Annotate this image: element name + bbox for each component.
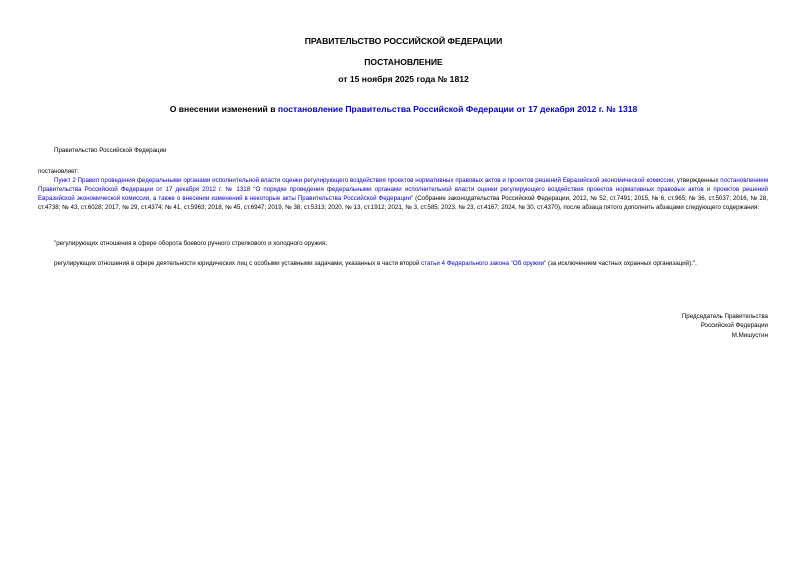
decrees-line: постановляет: (38, 168, 79, 175)
title-link[interactable]: постановление Правительства Российской Федерации от 17 декабря 2012 г. № 1318 (277, 104, 638, 114)
paragraph-text: , утвержденных (673, 177, 721, 184)
paragraph-weapons: "регулирующих отношения в сфере оборота боевого ручного стрелкового и холодного оружия; (54, 240, 327, 247)
signatory-position-line1: Председатель Правительства (681, 313, 768, 320)
signatory-position-line2: Российской Федерации (700, 322, 768, 330)
government-line: Правительство Российской Федерации (54, 147, 167, 154)
document-type: ПОСТАНОВЛЕНИЕ (364, 57, 443, 67)
resolution-link[interactable]: постановлением Правительства Российской Федерации от 17 декабря 2012 г. № 1318 "О порядке проведения федеральными органами исполнительной власти оценки регулирующего воздействия проектов нормативных правовых актов и проектов решений Евразийской экономической комиссии, а также о внесении изменений в некоторые акты Правительства Российской Федерации" (38, 177, 768, 202)
paragraph-text: (Собрание законодательства Российской Федерации, 2012, № 52, ст.7491; 2015, № 6, ст.965; № 36, ст.5037; 2016, № 28, ст.4738; № 43, ст.6028; 2017, № 29, ст.4374; № 41, ст.5963; 2018, № 45, ст.6947; 2019, № 38, ст.5313; 2020, № 13, ст.1912; 2021, № 3, ст.585; 2023, № 23, ст.4167; 2024, № 30, ст.4370), после абзаца пятого дополнить абзацами следующего содержания: (38, 194, 768, 211)
document-date-number: от 15 ноября 2025 года № 1812 (338, 74, 469, 84)
weapons-law-link[interactable]: статьи 4 Федерального закона "Об оружии" (421, 260, 547, 267)
rules-link[interactable]: Пункт 2 Правил проведения федеральными органами исполнительной власти оценки регулирующего воздействия проектов нормативных правовых актов и проектов решений Евразийской экономической комиссии (54, 177, 674, 184)
signature-block (682, 312, 768, 340)
paragraph-text: (за исключением частных охранных организаций);". (546, 260, 697, 267)
document-title (0, 104, 807, 115)
title-prefix: О внесении изменений в (169, 104, 278, 114)
paragraph-text: регулирующих отношения в сфере деятельности юридических лиц с особыми уставными задачами, указанных в части второй (54, 260, 422, 267)
paragraph-amendment (38, 177, 768, 213)
paragraph-legal-entities (38, 260, 768, 269)
issuing-authority: ПРАВИТЕЛЬСТВО РОССИЙСКОЙ ФЕДЕРАЦИИ (304, 36, 503, 46)
signatory-name: М.Мишустин (731, 331, 768, 339)
